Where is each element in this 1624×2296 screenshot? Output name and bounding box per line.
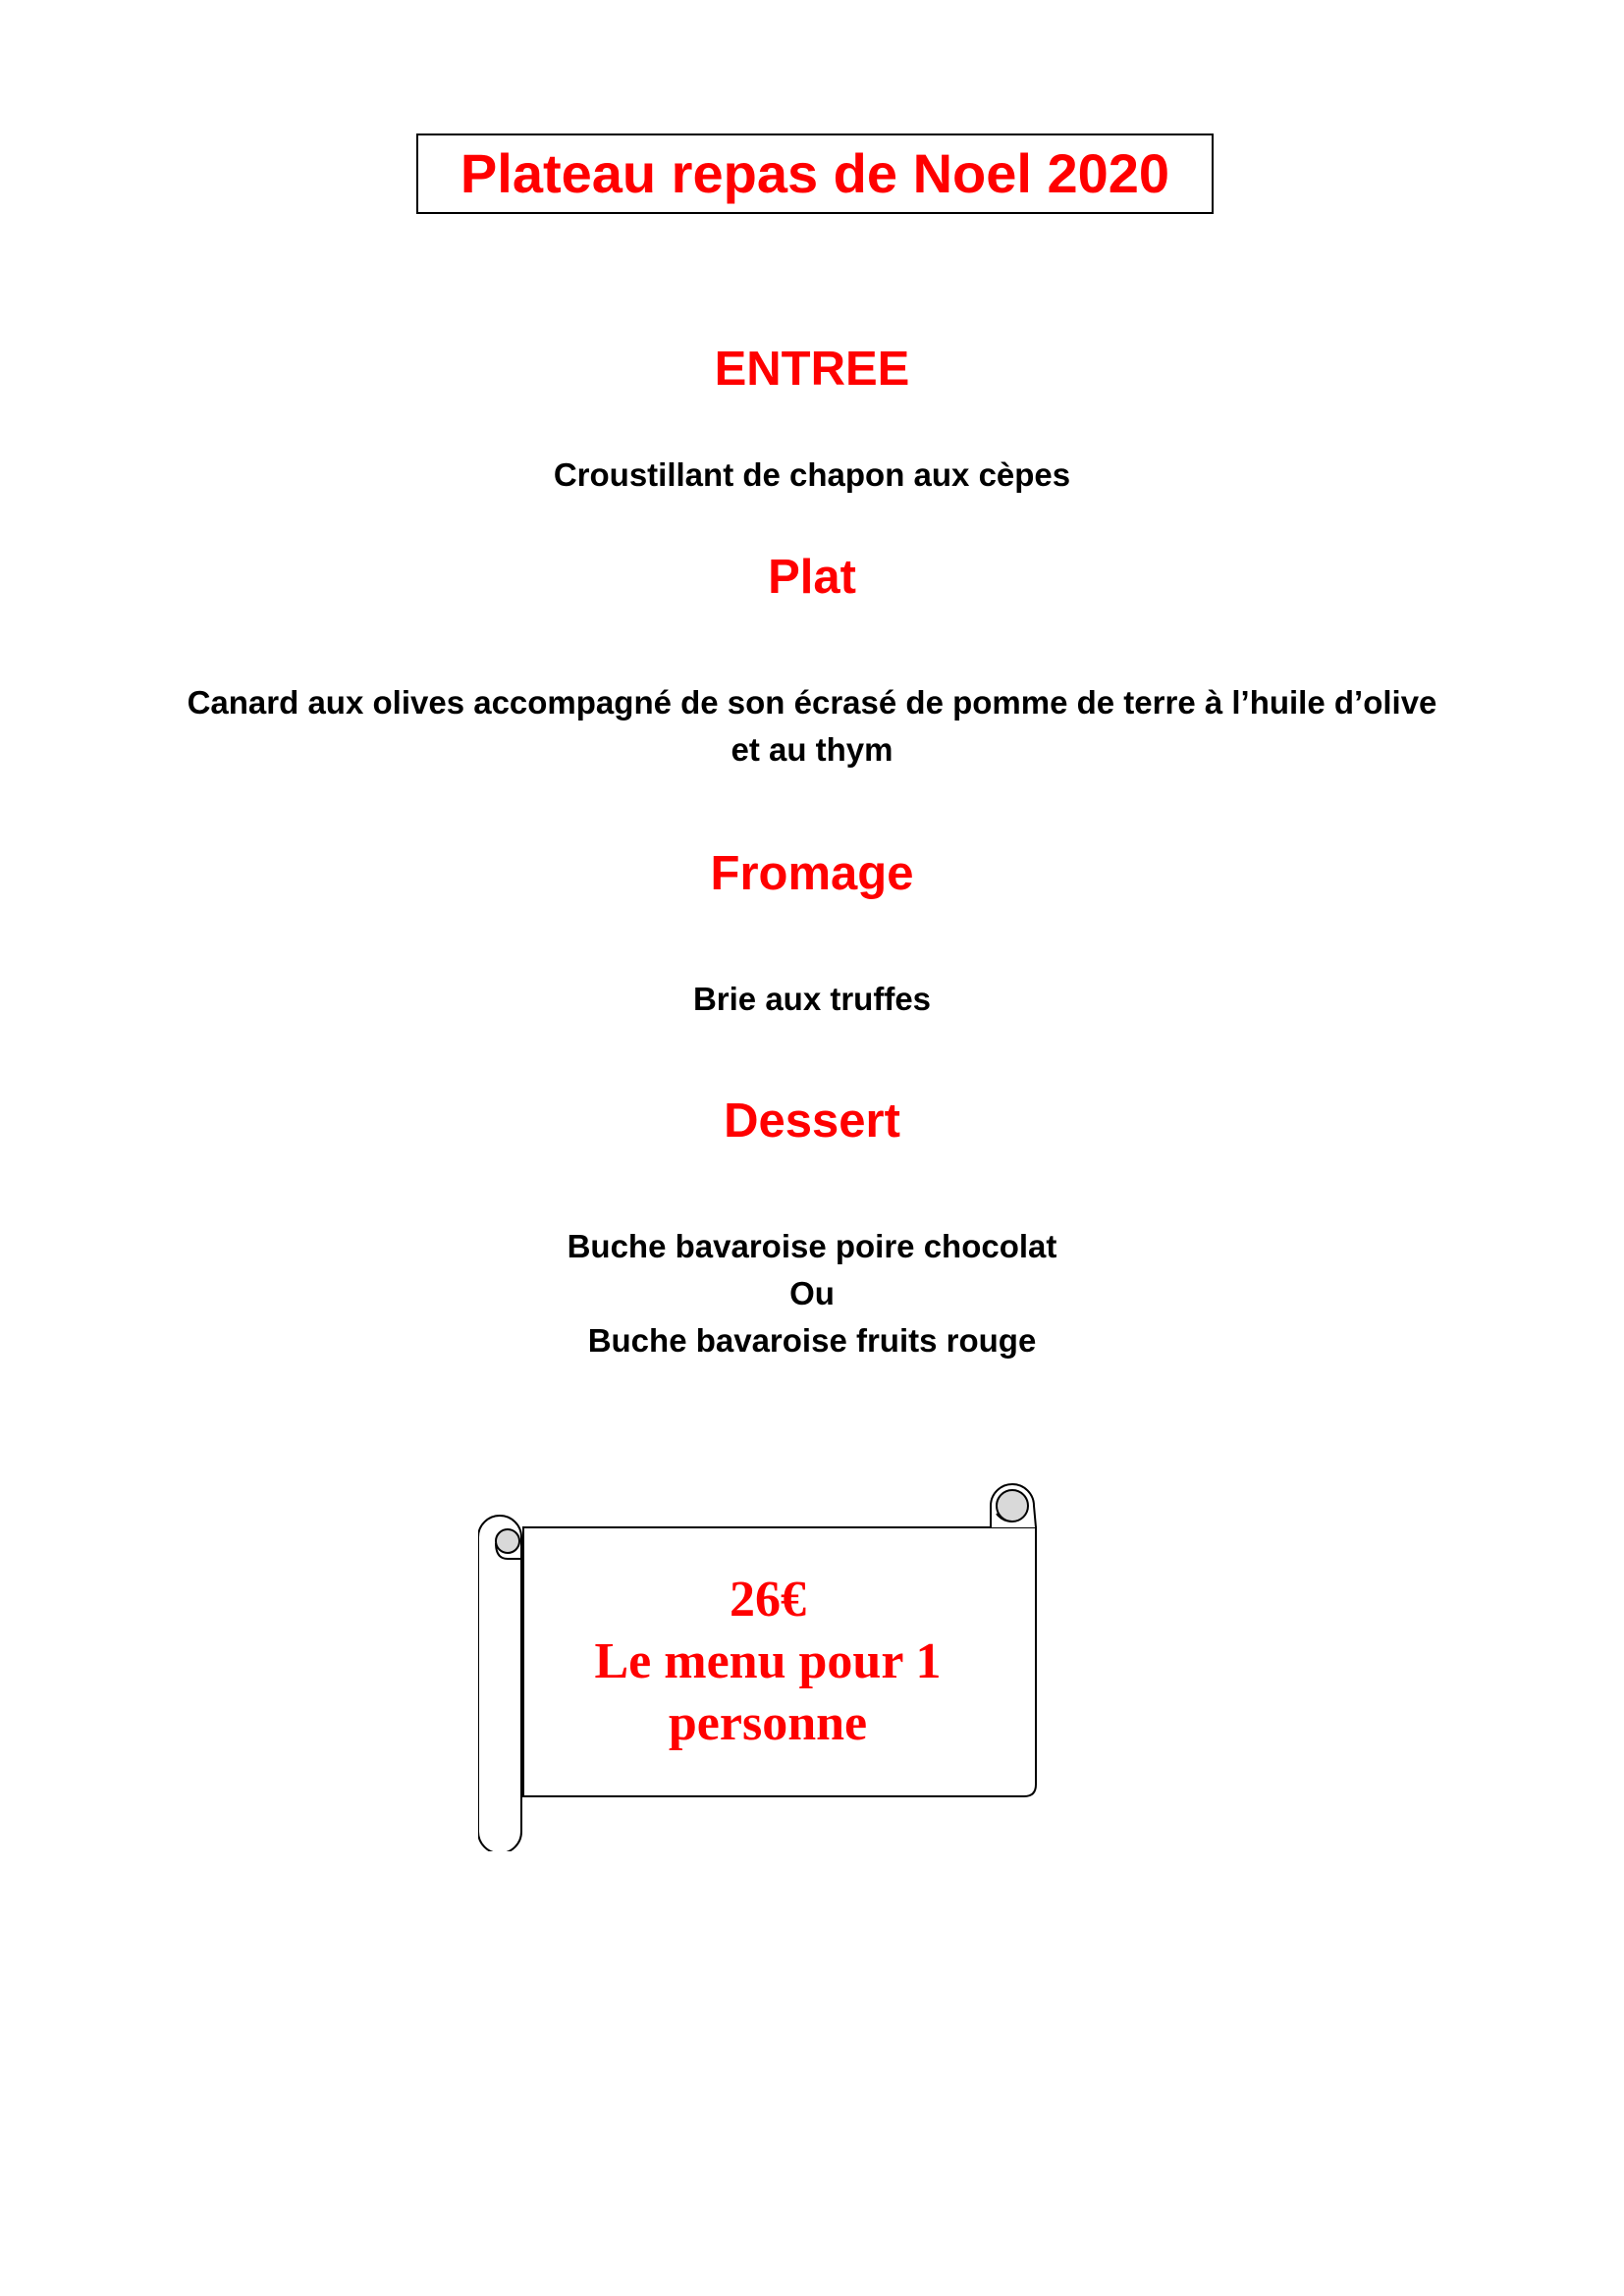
title-box — [416, 133, 1214, 214]
price-description-line-1: Le menu pour 1 — [594, 1633, 942, 1689]
price-amount: 26€ — [730, 1572, 806, 1628]
section-heading-fromage: Fromage — [710, 847, 914, 900]
plat-item-line-2: et au thym — [731, 731, 893, 768]
section-heading-entree: ENTREE — [714, 343, 910, 396]
price-text — [523, 1569, 1012, 1754]
dessert-item-line-1: Buche bavaroise poire chocolat — [567, 1228, 1057, 1264]
section-heading-plat: Plat — [768, 551, 856, 604]
plat-item-line-1: Canard aux olives accompagné de son écrasé de pomme de terre à l’huile d’olive — [187, 684, 1437, 721]
dessert-item-line-2: Buche bavaroise fruits rouge — [587, 1322, 1037, 1359]
fromage-item: Brie aux truffes — [692, 981, 932, 1017]
page-title: Plateau repas de Noel 2020 — [460, 142, 1170, 204]
entree-item: Croustillant de chapon aux cèpes — [553, 456, 1071, 493]
section-heading-dessert: Dessert — [724, 1095, 900, 1148]
dessert-separator-ou: Ou — [789, 1275, 835, 1311]
price-scroll-banner — [478, 1472, 1054, 1851]
price-description-line-2: personne — [668, 1695, 868, 1751]
